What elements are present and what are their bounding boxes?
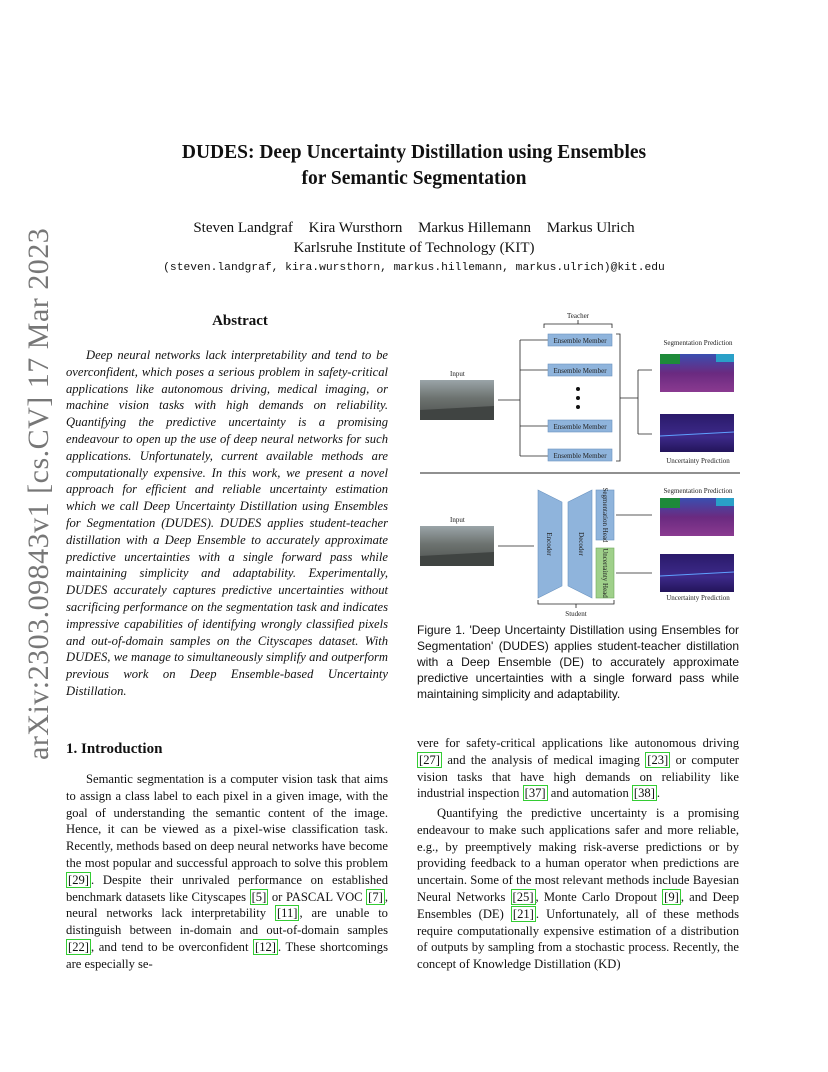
- citation-link[interactable]: [9]: [664, 889, 679, 904]
- ensemble-member-2: [548, 364, 612, 376]
- paper-title: [120, 140, 708, 192]
- vegetation-region: [660, 354, 680, 364]
- abstract-text: Deep neural networks lack interpretability and tend to be overconfident, which poses a serious problem in safety-critical applications like autonomous driving, medical imaging, or machine vision tasks with high demands on reliability. Quantifying the predictive uncertainty is a promising endeavour to open up the use of deep neural networks for such applications. Unfortunately, current available methods are computationally expensive. In this work, we present a novel approach for efficient and reliable uncertainty estimation which we call Deep Uncertainty Distillation using Ensembles for Segmentation (DUDES). DUDES applies student-teacher distillation with a Deep Ensemble to accurately approximate predictive uncertainties with a single forward pass while maintaining simplicity and adaptability. Experimentally, DUDES accurately captures predictive uncertainties without sacrificing performance on the segmentation task and indicates impressive capabilities of identifying wrongly classified pixels and out-of-domain samples on the Cityscapes dataset. With DUDES, we manage to simultaneously simplify and outperform previous work on Deep Ensemble-based Uncertainty Distillation.: [66, 348, 388, 698]
- svg-text:Ensemble Member: Ensemble Member: [553, 452, 607, 460]
- segmentation-head-label: Segmentation Head: [601, 487, 609, 543]
- teacher-brace: [544, 320, 612, 328]
- intro-paragraph-1: Semantic segmentation is a computer vision task that aims to assign a class label to each pixel in a given image, with the goal of understanding the semantic content of the image. Hence, it can be viewed as a pixel-wise classification task. Recently, methods based on deep neural networks have become the most popular and successful approach to solve this problem [29] . Despite their unrivaled performance on established benchmark datasets like Cityscapes [5] or PASCAL VOC [7] , neural networks lack interpretability [11] , are unable to distinguish between in-domain and out-of-domain samples [22] , and tend to be overconfident [12] . These shortcomings are especially se-: [66, 772, 388, 971]
- affiliation: Karlsruhe Institute of Technology (KIT): [293, 240, 535, 256]
- intro-paragraph-3: Quantifying the predictive uncertainty is a promising endeavour to make such applications safer and more reliable, e.g., by preemptively making risk-averse predictions or by providing feedback to a human operator when predictions are uncertain. Some of the most relevant methods include Bayesian Neural Networks [25] , Monte Carlo Dropout [9] , and Deep Ensembles (DE) [21] . Unfortunately, all of these methods require computationally expensive estimation of a distribution of outputs by sampling from a stochastic process. Recently, the concept of Knowledge Distillation (KD): [417, 806, 740, 972]
- vegetation-region-2: [660, 498, 680, 508]
- citation-link[interactable]: [25]: [512, 889, 534, 904]
- author-block: [100, 218, 728, 258]
- citation-link[interactable]: [23]: [647, 752, 669, 767]
- teacher-output-brace: [616, 334, 652, 461]
- uncertainty-head-label: Uncertainty Head: [601, 548, 609, 598]
- svg-text:Ensemble Member: Ensemble Member: [553, 337, 607, 345]
- title-line-1: DUDES: Deep Uncertainty Distillation using Ensembles: [181, 142, 647, 163]
- teacher-input-label: Input: [450, 370, 465, 378]
- sky-region: [716, 354, 734, 362]
- ensemble-member-4: [548, 449, 612, 461]
- citation-link[interactable]: [7]: [368, 889, 383, 904]
- student-input-label: Input: [450, 516, 465, 524]
- intro-paragraph-2: vere for safety-critical applications like autonomous driving [27] and the analysis of medical imaging [23] or computer vision tasks that have high demands on reliability like industrial inspection [37] and automation [38] .: [417, 736, 739, 801]
- citation-link[interactable]: [11]: [276, 906, 298, 921]
- student-unc-label: Uncertainty Prediction: [666, 594, 730, 602]
- fanout-lines: [520, 340, 548, 456]
- figure-caption: Figure 1. 'Deep Uncertainty Distillation using Ensembles for Segmentation' (DUDES) applies student-teacher distillation with a Deep Ensemble (DE) to accurately approximate predictive uncertainties with a single forward pass while maintaining simplicity and adaptability.: [417, 623, 739, 701]
- head-connectors: [616, 515, 652, 573]
- decoder-label: Decoder: [577, 532, 585, 556]
- abstract-heading: Abstract: [212, 313, 268, 329]
- student-seg-label: Segmentation Prediction: [663, 487, 733, 495]
- ellipsis-dots: [576, 387, 580, 409]
- sky-region-2: [716, 498, 734, 506]
- ensemble-member-3: [548, 420, 612, 432]
- student-brace: [538, 600, 614, 608]
- author-name: Steven Landgraf: [193, 220, 293, 236]
- citation-link[interactable]: [37]: [524, 786, 546, 801]
- author-name: Markus Hillemann: [418, 220, 531, 236]
- author-email: (steven.landgraf, kira.wursthorn, markus.hillemann, markus.ulrich)@kit.edu: [163, 262, 665, 274]
- citation-link[interactable]: [29]: [68, 872, 89, 887]
- citation-link[interactable]: [12]: [255, 939, 276, 954]
- author-names: [100, 218, 728, 238]
- citation-link[interactable]: [21]: [512, 906, 534, 921]
- section-heading: 1. Introduction: [66, 741, 163, 757]
- citation-link[interactable]: [38]: [633, 786, 655, 801]
- ensemble-member-1: [548, 334, 612, 346]
- encoder-label: Encoder: [545, 532, 553, 556]
- title-line-2: for Semantic Segmentation: [301, 168, 527, 189]
- citation-link[interactable]: [22]: [68, 939, 89, 954]
- teacher-label: Teacher: [566, 312, 590, 320]
- svg-text:Ensemble Member: Ensemble Member: [553, 367, 607, 375]
- student-label: Student: [565, 610, 587, 616]
- teacher-unc-label: Uncertainty Prediction: [666, 457, 730, 465]
- svg-text:Ensemble Member: Ensemble Member: [553, 423, 607, 431]
- author-name: Markus Ulrich: [546, 220, 635, 236]
- teacher-seg-label: Segmentation Prediction: [663, 339, 733, 347]
- arxiv-identifier: arXiv:2303.09843v1 [cs.CV] 17 Mar 2023: [22, 227, 55, 760]
- citation-link[interactable]: [27]: [419, 752, 440, 767]
- author-name: Kira Wursthorn: [308, 220, 403, 236]
- citation-link[interactable]: [5]: [251, 889, 267, 904]
- figure-1-diagram: [416, 306, 744, 616]
